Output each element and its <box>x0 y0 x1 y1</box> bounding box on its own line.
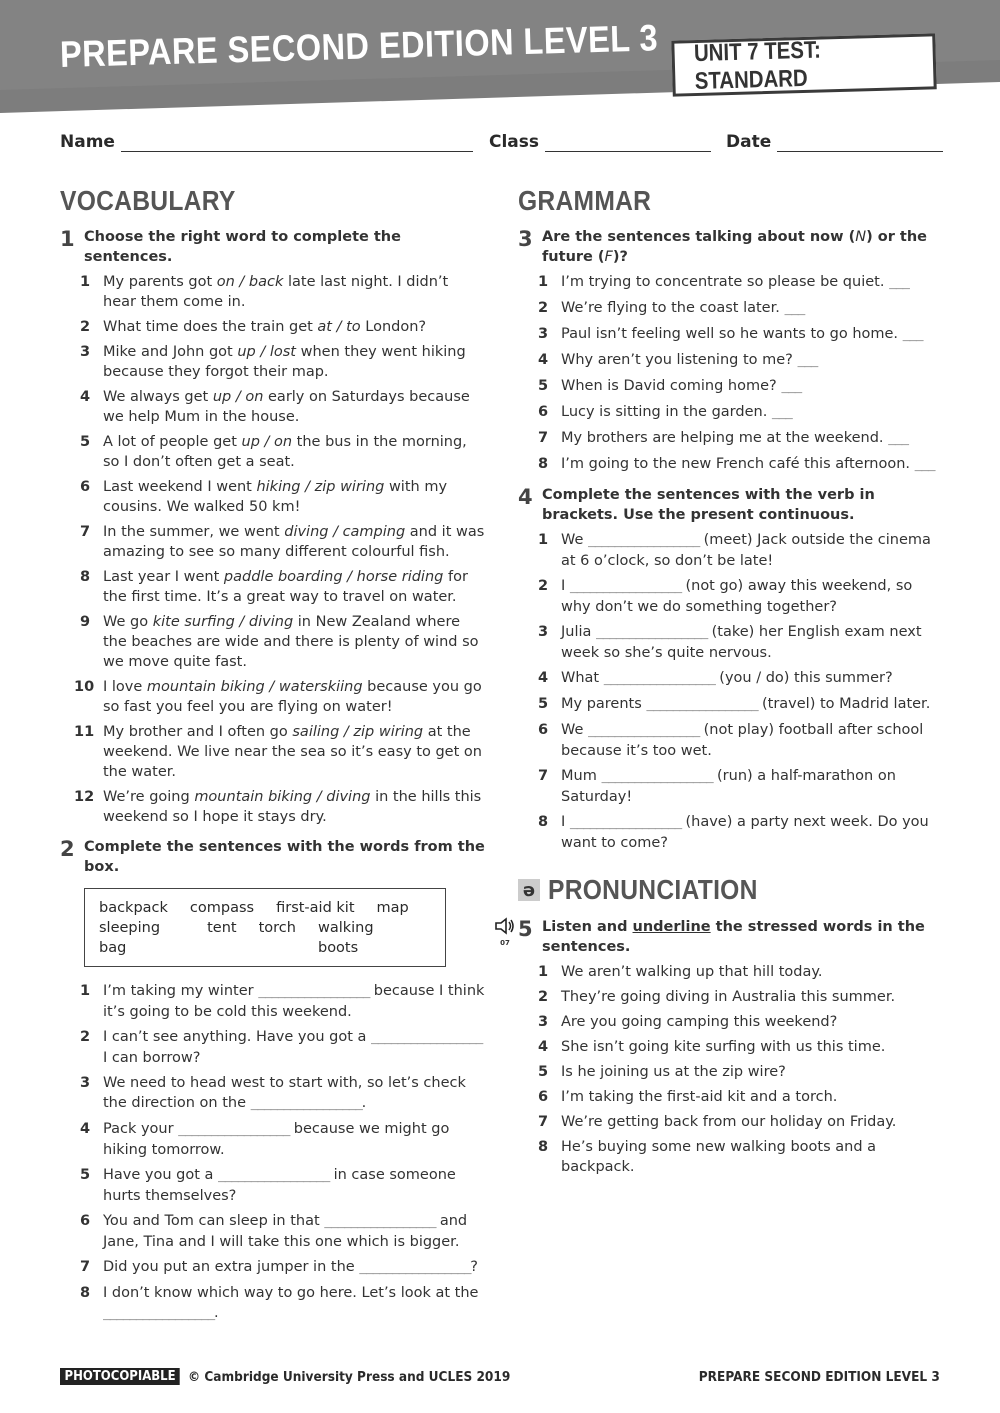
task-2-instruction <box>60 837 485 877</box>
task-number: 1 <box>60 227 75 251</box>
answer-blank[interactable]: _________________ <box>569 815 681 830</box>
item-number: 8 <box>538 456 549 472</box>
answer-blank[interactable]: ___ <box>888 431 908 446</box>
item-number: 4 <box>80 1121 91 1137</box>
task-1-item <box>60 387 485 427</box>
word-choice[interactable]: up / on <box>241 434 293 450</box>
task-2-item <box>60 1165 485 1206</box>
item-text: Did you put an extra jumper in the <box>103 1259 360 1275</box>
word-box-word: tent <box>207 920 237 936</box>
item-text: Pack your <box>103 1121 179 1137</box>
task-5-item <box>518 962 943 982</box>
n-letter: N <box>855 229 867 245</box>
item-number: 4 <box>538 1039 549 1055</box>
item-text: What time does the train get <box>103 319 318 335</box>
track-number: 07 <box>500 939 510 947</box>
task-1-item <box>60 432 485 472</box>
item-number: 6 <box>80 1213 91 1229</box>
pronunciation-heading <box>518 873 943 907</box>
item-text: Julia <box>561 624 597 640</box>
item-text: Last weekend I went <box>103 479 257 495</box>
pronunciation-title: PRONUNCIATION <box>548 874 758 905</box>
word-choice[interactable]: hiking / zip wiring <box>256 479 385 495</box>
item-text: I’m trying to concentrate so please be quiet. <box>561 274 890 290</box>
word-choice[interactable]: kite surfing / diving <box>152 614 294 630</box>
item-number: 8 <box>80 569 91 585</box>
item-text: at the weekend. We live near the sea so it’s easy to get on the water. <box>103 724 482 780</box>
word-box-word: walking boots <box>317 920 374 956</box>
audio-track[interactable] <box>494 917 516 947</box>
item-text: (not go) away this weekend, so why don’t we do something together? <box>561 578 913 615</box>
footer-title: PREPARE SECOND EDITION LEVEL 3 <box>698 1369 940 1385</box>
item-number: 2 <box>538 300 549 316</box>
item-number: 1 <box>538 532 549 548</box>
item-text: What <box>561 670 604 686</box>
task-instruction-post: )? <box>612 249 628 265</box>
item-number: 12 <box>74 789 95 805</box>
item-text: We’re going <box>103 789 195 805</box>
item-text: and it was amazing to see so many different colourful fish. <box>103 524 485 560</box>
item-number: 5 <box>80 434 91 450</box>
unit-label: UNIT 7 TEST: STANDARD <box>693 36 822 96</box>
item-number: 7 <box>538 430 549 446</box>
task-1-item <box>60 787 485 827</box>
item-number: 1 <box>80 983 91 999</box>
task-3-item <box>518 454 943 475</box>
item-number: 1 <box>538 964 549 980</box>
item-text: for the first time. It’s a great way to travel on water. <box>103 569 468 605</box>
task-5-item <box>518 1112 943 1132</box>
item-text: (take) her English exam next week so she’s quite nervous. <box>561 624 922 661</box>
task-instruction-text: Complete the sentences with the words from the box. <box>84 839 485 875</box>
task-3-item <box>518 298 943 319</box>
task-4-item <box>518 576 943 617</box>
answer-blank[interactable]: _________________ <box>646 697 758 712</box>
item-number: 3 <box>538 326 549 342</box>
answer-blank[interactable]: ___ <box>797 353 818 368</box>
item-text: I’m taking my winter <box>103 983 259 999</box>
header-banner <box>0 0 1000 115</box>
item-text: My brother and I often go <box>103 724 293 740</box>
date-field[interactable] <box>726 132 943 152</box>
item-text: In the summer, we went <box>103 524 285 540</box>
answer-blank[interactable]: _________________ <box>250 1096 362 1111</box>
header-title: PREPARE SECOND EDITION LEVEL 3 <box>59 17 659 75</box>
student-info-fields <box>60 132 940 156</box>
item-number: 7 <box>80 524 91 540</box>
item-number: 6 <box>538 722 549 738</box>
task-5-item <box>518 1012 943 1032</box>
item-number: 9 <box>80 614 91 630</box>
word-choice[interactable]: paddle boarding / horse riding <box>223 569 444 585</box>
item-number: 8 <box>80 1285 91 1301</box>
task-3-item <box>518 402 943 423</box>
task-2-item <box>60 1027 485 1068</box>
item-text[interactable]: She isn’t going kite surfing with us this time. <box>561 1039 886 1055</box>
item-number: 6 <box>538 404 549 420</box>
item-text: late last night. I didn’t hear them come in. <box>103 274 449 310</box>
task-4-item <box>518 720 943 761</box>
answer-blank[interactable]: _________________ <box>258 984 370 999</box>
task-4-item <box>518 694 943 715</box>
word-box-word: compass <box>189 900 255 916</box>
item-text: . <box>213 1305 219 1321</box>
item-number: 5 <box>80 1167 91 1183</box>
task-4-instruction <box>518 485 943 525</box>
item-text: in case someone hurts themselves? <box>103 1167 456 1204</box>
item-text: (you / do) this summer? <box>714 670 893 686</box>
answer-blank[interactable]: _________________ <box>569 579 681 594</box>
task-instruction-text: Complete the sentences with the verb in brackets. Use the present continuous. <box>542 487 875 523</box>
class-line[interactable] <box>545 134 711 152</box>
date-line[interactable] <box>777 134 943 152</box>
task-1-item <box>60 272 485 312</box>
item-text: when they went hiking because they forgot their map. <box>103 344 466 380</box>
item-number: 3 <box>80 1075 91 1091</box>
item-number: 2 <box>538 578 549 594</box>
item-number: 8 <box>538 1139 549 1155</box>
item-text[interactable]: We’re getting back from our holiday on Friday. <box>561 1114 897 1130</box>
footer <box>60 1368 940 1388</box>
task-4-items <box>518 530 943 853</box>
word-choice[interactable]: up / lost <box>237 344 296 360</box>
item-number: 5 <box>538 378 549 394</box>
task-number: 3 <box>518 227 533 251</box>
item-text: early on Saturdays because we help Mum in the house. <box>103 389 470 425</box>
item-text: because I think it’s going to be cold this weekend. <box>103 983 485 1020</box>
task-2-item <box>60 981 485 1022</box>
word-choice[interactable]: on / back <box>216 274 284 290</box>
schwa-icon: ə <box>518 879 540 901</box>
class-label: Class <box>489 132 540 152</box>
task-5-item <box>518 987 943 1007</box>
name-line[interactable] <box>121 134 473 152</box>
item-text[interactable]: They’re going diving in Australia this summer. <box>561 989 896 1005</box>
f-letter: F <box>604 249 613 265</box>
task-3-items <box>518 272 943 475</box>
task-1-item <box>60 477 485 517</box>
task-1-item <box>60 722 485 782</box>
item-text: I don’t know which way to go here. Let’s look at the <box>103 1285 479 1301</box>
task-1-item <box>60 612 485 672</box>
item-text: Paul isn’t feeling well so he wants to go home. <box>561 326 903 342</box>
item-number: 5 <box>538 696 549 712</box>
answer-blank[interactable]: _________________ <box>359 1260 471 1275</box>
item-number: 10 <box>74 679 95 695</box>
name-label: Name <box>60 132 115 152</box>
word-box-word: first-aid kit <box>276 900 355 916</box>
item-number: 3 <box>80 344 91 360</box>
item-text[interactable]: We aren’t walking up that hill today. <box>561 964 823 980</box>
item-number: 11 <box>74 724 95 740</box>
item-text: Mum <box>561 768 602 784</box>
item-text: because we might go hiking tomorrow. <box>103 1121 450 1158</box>
item-text: We go <box>103 614 153 630</box>
item-text: ? <box>470 1259 478 1275</box>
word-choice[interactable]: up / on <box>212 389 264 405</box>
item-number: 5 <box>538 1064 549 1080</box>
item-number: 6 <box>538 1089 549 1105</box>
item-number: 4 <box>538 352 549 368</box>
task-4-item <box>518 530 943 571</box>
item-number: 4 <box>538 670 549 686</box>
task-1-item <box>60 677 485 717</box>
item-text: in the hills this weekend so I hope it stays dry. <box>103 789 482 825</box>
task-instruction-text: Choose the right word to complete the sentences. <box>84 229 401 265</box>
task-instruction-post: the stressed words in the sentences. <box>542 919 925 955</box>
task-3-item <box>518 376 943 397</box>
item-text: We need to head west to start with, so let’s check the direction on the <box>103 1075 466 1111</box>
item-text: My parents <box>561 696 647 712</box>
name-field[interactable] <box>60 132 473 152</box>
item-text: I love <box>103 679 147 695</box>
item-text[interactable]: He’s buying some new walking boots and a backpack. <box>561 1139 877 1175</box>
task-4-item <box>518 812 943 853</box>
item-text: I’m going to the new French café this afternoon. <box>561 456 915 472</box>
item-text: Lucy is sitting in the garden. <box>561 404 772 420</box>
answer-blank[interactable]: _________________ <box>371 1030 482 1045</box>
item-number: 3 <box>538 624 549 640</box>
answer-blank[interactable]: _________________ <box>588 533 699 548</box>
task-4-item <box>518 766 943 807</box>
item-text: because you go so fast you feel you are flying on water! <box>103 679 482 715</box>
task-2-item <box>60 1211 485 1252</box>
task-1-item <box>60 317 485 337</box>
item-number: 3 <box>538 1014 549 1030</box>
word-choice[interactable]: at / to <box>317 319 361 335</box>
item-text: We’re flying to the coast later. <box>561 300 785 316</box>
item-number: 7 <box>538 1114 549 1130</box>
answer-blank[interactable]: _________________ <box>601 769 713 784</box>
task-5-item <box>518 1037 943 1057</box>
grammar-title: GRAMMAR <box>518 185 652 216</box>
word-box-row <box>99 898 433 918</box>
task-2-item <box>60 1073 485 1114</box>
photocopiable-badge: PHOTOCOPIABLE <box>60 1368 180 1385</box>
item-text[interactable]: Is he joining us at the zip wire? <box>561 1064 786 1080</box>
task-number: 4 <box>518 485 533 509</box>
item-text: (not play) football after school because it’s too wet. <box>561 722 924 759</box>
item-text: and Jane, Tina and I will take this one which is bigger. <box>103 1213 468 1250</box>
task-4-item <box>518 622 943 663</box>
word-box-word: backpack <box>99 900 168 916</box>
item-text: My brothers are helping me at the weekend. <box>561 430 889 446</box>
class-field[interactable] <box>489 132 711 152</box>
task-5-items <box>518 962 943 1177</box>
item-number: 4 <box>80 389 91 405</box>
word-choice[interactable]: diving / camping <box>284 524 406 540</box>
answer-blank[interactable]: _________________ <box>596 625 707 640</box>
task-2-item <box>60 1119 485 1160</box>
item-text[interactable]: Are you going camping this weekend? <box>561 1014 838 1030</box>
item-text: Have you got a <box>103 1167 219 1183</box>
item-text: with my cousins. We walked 50 km! <box>103 479 448 515</box>
item-text: (travel) to Madrid later. <box>757 696 931 712</box>
item-text: When is David coming home? <box>561 378 782 394</box>
answer-blank[interactable]: _________________ <box>324 1214 436 1229</box>
item-text: . <box>361 1095 367 1111</box>
item-text: (have) a party next week. Do you want to come? <box>561 814 929 851</box>
item-text: We <box>561 722 589 738</box>
date-label: Date <box>726 132 772 152</box>
task-3-instruction <box>518 227 943 267</box>
item-number: 8 <box>538 814 549 830</box>
task-number: 5 <box>518 917 533 941</box>
answer-blank[interactable]: ___ <box>889 275 909 290</box>
answer-blank[interactable]: ___ <box>902 327 923 342</box>
item-number: 1 <box>538 274 549 290</box>
answer-blank[interactable]: ___ <box>771 405 792 420</box>
item-number: 2 <box>80 319 91 335</box>
item-text: in New Zealand where the beaches are wide and there is plenty of wind so we move quite fast. <box>103 614 479 670</box>
task-1-item <box>60 522 485 562</box>
task-1-items <box>60 272 485 827</box>
task-2-items <box>60 981 485 1324</box>
answer-blank[interactable]: ___ <box>781 379 801 394</box>
item-text: I <box>561 578 570 594</box>
answer-blank[interactable]: _________________ <box>588 723 699 738</box>
task-3-item <box>518 428 943 449</box>
word-box-row <box>99 918 433 958</box>
task-2-item <box>60 1257 485 1278</box>
right-column <box>500 185 943 1182</box>
task-5-item <box>518 1137 943 1177</box>
task-instruction-pre: Are the sentences talking about now ( <box>542 229 856 245</box>
item-text: London? <box>360 319 427 335</box>
task-number: 2 <box>60 837 75 861</box>
answer-blank[interactable]: _________________ <box>178 1122 290 1137</box>
task-3-item <box>518 272 943 293</box>
task-5-item <box>518 1087 943 1107</box>
task-1-item <box>60 342 485 382</box>
word-box-word: map <box>376 900 409 916</box>
answer-blank[interactable]: _________________ <box>103 1306 214 1321</box>
item-text: I can borrow? <box>103 1050 201 1066</box>
word-choice[interactable]: mountain biking / waterskiing <box>146 679 363 695</box>
task-1-item <box>60 567 485 607</box>
item-text: My parents got <box>103 274 217 290</box>
task-3-item <box>518 324 943 345</box>
task-4-item <box>518 668 943 689</box>
word-box-word: sleeping bag <box>99 920 161 956</box>
task-instruction-pre: Listen and <box>542 919 633 935</box>
answer-blank[interactable]: ___ <box>914 457 935 472</box>
item-number: 2 <box>538 989 549 1005</box>
item-text: You and Tom can sleep in that <box>103 1213 325 1229</box>
word-choice[interactable]: sailing / zip wiring <box>292 724 424 740</box>
item-number: 2 <box>80 1029 91 1045</box>
item-number: 1 <box>80 274 91 290</box>
copyright-text: © Cambridge University Press and UCLES 2019 <box>188 1369 511 1385</box>
task-5-instruction <box>500 917 943 957</box>
task-5-item <box>518 1062 943 1082</box>
item-text: (run) a half-marathon on Saturday! <box>561 768 896 805</box>
item-text: Mike and John got <box>103 344 238 360</box>
item-text: We always get <box>103 389 213 405</box>
word-box-word: torch <box>258 920 296 936</box>
item-number: 7 <box>538 768 549 784</box>
answer-blank[interactable]: ___ <box>784 301 805 316</box>
word-box <box>84 888 446 967</box>
answer-blank[interactable]: _________________ <box>218 1168 329 1183</box>
item-text: Why aren’t you listening to me? <box>561 352 798 368</box>
unit-label-box <box>671 33 936 96</box>
item-text: the bus in the morning, so I don’t often get a seat. <box>103 434 467 470</box>
item-text: We <box>561 532 589 548</box>
item-number: 7 <box>80 1259 91 1275</box>
task-instruction-underline: underline <box>632 919 711 935</box>
left-column <box>60 185 485 1329</box>
word-choice[interactable]: mountain biking / diving <box>194 789 371 805</box>
item-text: I can’t see anything. Have you got a <box>103 1029 372 1045</box>
item-number: 6 <box>80 479 91 495</box>
task-3-item <box>518 350 943 371</box>
item-text[interactable]: I’m taking the first-aid kit and a torch. <box>561 1089 838 1105</box>
answer-blank[interactable]: _________________ <box>603 671 715 686</box>
item-text: Last year I went <box>103 569 224 585</box>
item-text: A lot of people get <box>103 434 242 450</box>
item-text: I <box>561 814 570 830</box>
vocabulary-title: VOCABULARY <box>60 185 236 216</box>
task-1-instruction <box>60 227 485 267</box>
task-2-item <box>60 1283 485 1324</box>
item-text: (meet) Jack outside the cinema at 6 o’clock, so don’t be late! <box>561 532 931 569</box>
task-instruction-mid: ) or the future ( <box>542 229 928 265</box>
